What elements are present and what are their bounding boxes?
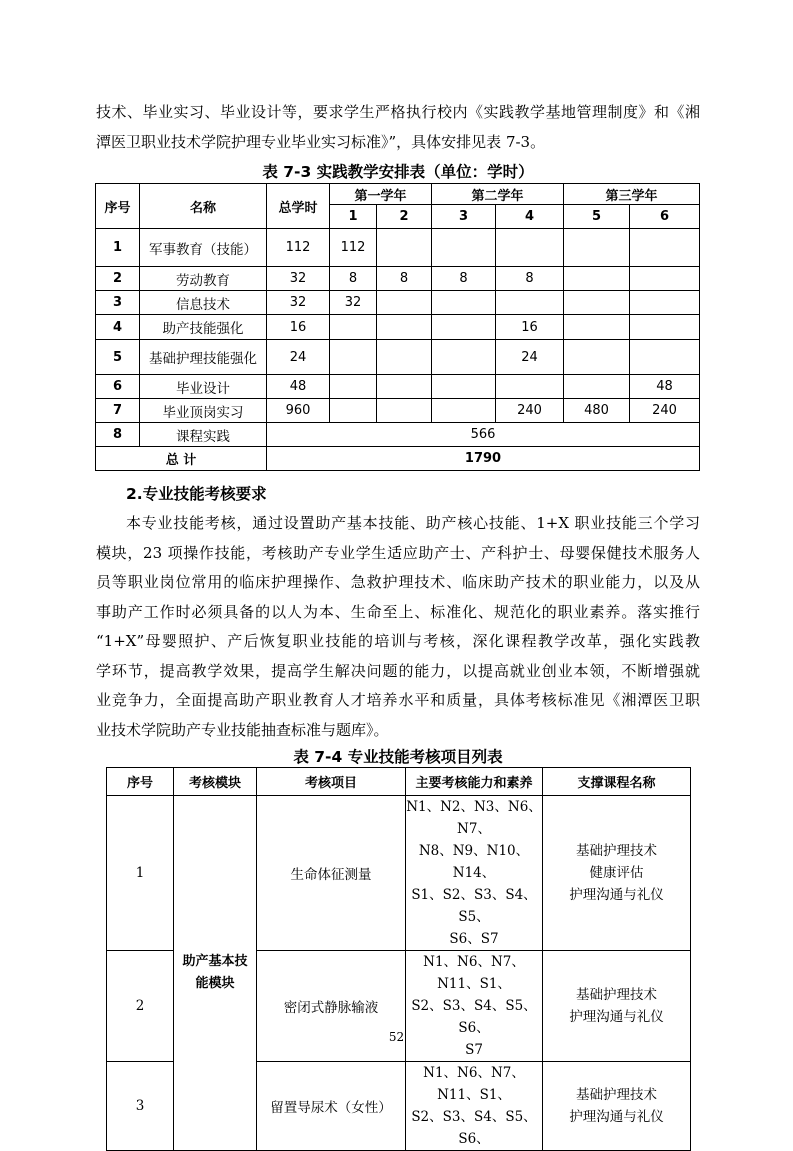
cell-total: 32 [267,267,330,291]
cell-grand-total: 1790 [267,447,700,471]
cell-seq: 8 [96,423,140,447]
cell-term [630,315,700,340]
cell-abilities [406,796,543,951]
skills-line: 业技术学院助产专业技能抽查标准与题库》。 [96,720,389,739]
table-row [96,423,700,447]
cell-term [377,375,432,399]
cell-name: 军事教育（技能） [140,229,267,267]
skills-paragraph [96,509,700,745]
cell-seq: 2 [96,267,140,291]
table-row [96,375,700,399]
table-total-row [96,447,700,471]
header-term: 1 [330,205,377,229]
cell-name: 劳动教育 [140,267,267,291]
cell-seq: 4 [96,315,140,340]
cell-seq: 6 [96,375,140,399]
cell-term [564,315,630,340]
cell-name: 毕业设计 [140,375,267,399]
cell-term [377,340,432,375]
ability-line: S2、S3、S4、S5、S6、 [411,1109,537,1147]
table-7-3-caption: 表 7-3 实践教学安排表（单位：学时） [262,163,534,181]
cell-term [564,267,630,291]
cell-term: 48 [630,375,700,399]
cell-name: 毕业顶岗实习 [140,399,267,423]
cell-term [377,315,432,340]
cell-term [564,375,630,399]
practice-schedule-table [95,183,700,471]
cell-total: 24 [267,340,330,375]
table-row [107,796,691,951]
ability-line: N1、N6、N7、N11、S1、 [423,1065,525,1103]
cell-abilities [406,951,543,1062]
cell-abilities [406,1062,543,1151]
cell-term: 480 [564,399,630,423]
header-term: 2 [377,205,432,229]
cell-term: 8 [432,267,496,291]
ability-line: N1、N2、N3、N6、N7、 [406,799,542,837]
header-term: 4 [496,205,564,229]
cell-total: 960 [267,399,330,423]
cell-item: 密闭式静脉输液 [257,951,406,1062]
cell-seq: 5 [96,340,140,375]
skills-line: 本专业技能考核，通过设置助产基本技能、助产核心技能、1+X 职业技能三个学习 [126,514,700,532]
intro-line: 技术、毕业实习、毕业设计等，要求学生严格执行校内《实践教学基地管理制度》和《湘 [96,103,700,121]
table-row [96,267,700,291]
course-line: 护理沟通与礼仪 [569,1109,664,1125]
cell-item: 留置导尿术（女性） [257,1062,406,1151]
skill-assessment-table [106,767,691,1151]
cell-term: 8 [330,267,377,291]
intro-line: 潭医卫职业技术学院护理专业毕业实习标准》”，具体安排见表 7-3。 [96,132,546,151]
cell-term [630,229,700,267]
header-total: 总学时 [267,184,330,229]
cell-total: 112 [267,229,330,267]
ability-line: S1、S2、S3、S4、S5、 [411,887,537,925]
course-line: 基础护理技术 [576,843,657,859]
cell-name: 基础护理技能强化 [140,340,267,375]
cell-total-label: 总 计 [96,447,267,471]
cell-term [496,375,564,399]
cell-term [330,340,377,375]
section-heading: 2.专业技能考核要求 [126,485,267,503]
table-row [96,229,700,267]
header-term: 5 [564,205,630,229]
cell-term: 32 [330,291,377,315]
course-line: 护理沟通与礼仪 [569,887,664,903]
cell-term [496,229,564,267]
cell-term: 8 [496,267,564,291]
cell-courses [543,951,691,1062]
intro-paragraph [96,98,700,157]
cell-seq: 1 [96,229,140,267]
cell-practice-total: 566 [267,423,700,447]
header-abilities: 主要考核能力和素养 [406,768,543,796]
ability-line: N8、N9、N10、N14、 [418,843,530,881]
cell-term [432,340,496,375]
ability-line: S2、S3、S4、S5、S6、 [411,998,537,1036]
cell-term [630,267,700,291]
cell-courses [543,796,691,951]
header-year2: 第二学年 [432,184,564,205]
cell-item: 生命体征测量 [257,796,406,951]
cell-term [330,399,377,423]
cell-term [377,399,432,423]
cell-term: 24 [496,340,564,375]
skills-line: 学环节，提高教学效果，提高学生解决问题的能力，以提高就业创业本领，不断增强就 [96,661,700,680]
cell-term [432,375,496,399]
skills-line: 员等职业岗位常用的临床护理操作、急救护理技术、临床助产技术的职业能力，以及从 [96,573,700,591]
skills-line: 模块，23 项操作技能，考核助产专业学生适应助产士、产科护士、母婴保健技术服务人 [96,543,700,562]
course-line: 健康评估 [589,865,644,881]
header-module: 考核模块 [174,768,257,796]
header-term: 6 [630,205,700,229]
cell-name: 课程实践 [140,423,267,447]
skills-line: 事助产工作时必须具备的以人为本、生命至上、标准化、规范化的职业素养。落实推行 [96,602,700,621]
cell-seq: 3 [107,1062,174,1151]
table-7-4-caption: 表 7-4 专业技能考核项目列表 [293,748,503,766]
cell-term: 112 [330,229,377,267]
header-year3: 第三学年 [564,184,700,205]
cell-seq: 1 [107,796,174,951]
cell-term [630,291,700,315]
ability-line: S7 [465,1042,483,1058]
header-term: 3 [432,205,496,229]
course-line: 护理沟通与礼仪 [569,1009,664,1025]
cell-term [564,340,630,375]
cell-term [377,229,432,267]
header-year1: 第一学年 [330,184,432,205]
cell-term [330,375,377,399]
header-seq: 序号 [107,768,174,796]
course-line: 基础护理技术 [576,987,657,1003]
header-seq: 序号 [96,184,140,229]
table-row [96,340,700,375]
course-line: 基础护理技术 [576,1087,657,1103]
cell-term [630,340,700,375]
module-line: 能模块 [195,976,235,991]
page-number: 52 [388,1030,405,1044]
module-line: 助产基本技 [182,954,248,969]
skills-line: 业竞争力，全面提高助产职业教育人才培养水平和质量，具体考核标准见《湘潭医卫职 [96,691,700,709]
cell-total: 48 [267,375,330,399]
cell-courses [543,1062,691,1151]
cell-term: 8 [377,267,432,291]
cell-term [432,229,496,267]
cell-term [432,291,496,315]
skills-line: “1+X”母婴照护、产后恢复职业技能的培训与考核，深化课程教学改革，强化实践教 [96,632,700,650]
ability-line: S6、S7 [449,931,499,947]
cell-seq: 3 [96,291,140,315]
header-courses: 支撑课程名称 [543,768,691,796]
cell-term: 240 [630,399,700,423]
cell-term [330,315,377,340]
header-item: 考核项目 [257,768,406,796]
cell-term [432,315,496,340]
cell-term [496,291,564,315]
table-row [96,291,700,315]
cell-total: 16 [267,315,330,340]
cell-seq: 2 [107,951,174,1062]
cell-term [432,399,496,423]
cell-term [377,291,432,315]
cell-term: 16 [496,315,564,340]
cell-term: 240 [496,399,564,423]
header-name: 名称 [140,184,267,229]
table-row [96,315,700,340]
cell-name: 助产技能强化 [140,315,267,340]
cell-total: 32 [267,291,330,315]
cell-module [174,796,257,1151]
table-row [96,399,700,423]
cell-term [564,229,630,267]
ability-line: N1、N6、N7、N11、S1、 [423,954,525,992]
cell-seq: 7 [96,399,140,423]
cell-name: 信息技术 [140,291,267,315]
cell-term [564,291,630,315]
